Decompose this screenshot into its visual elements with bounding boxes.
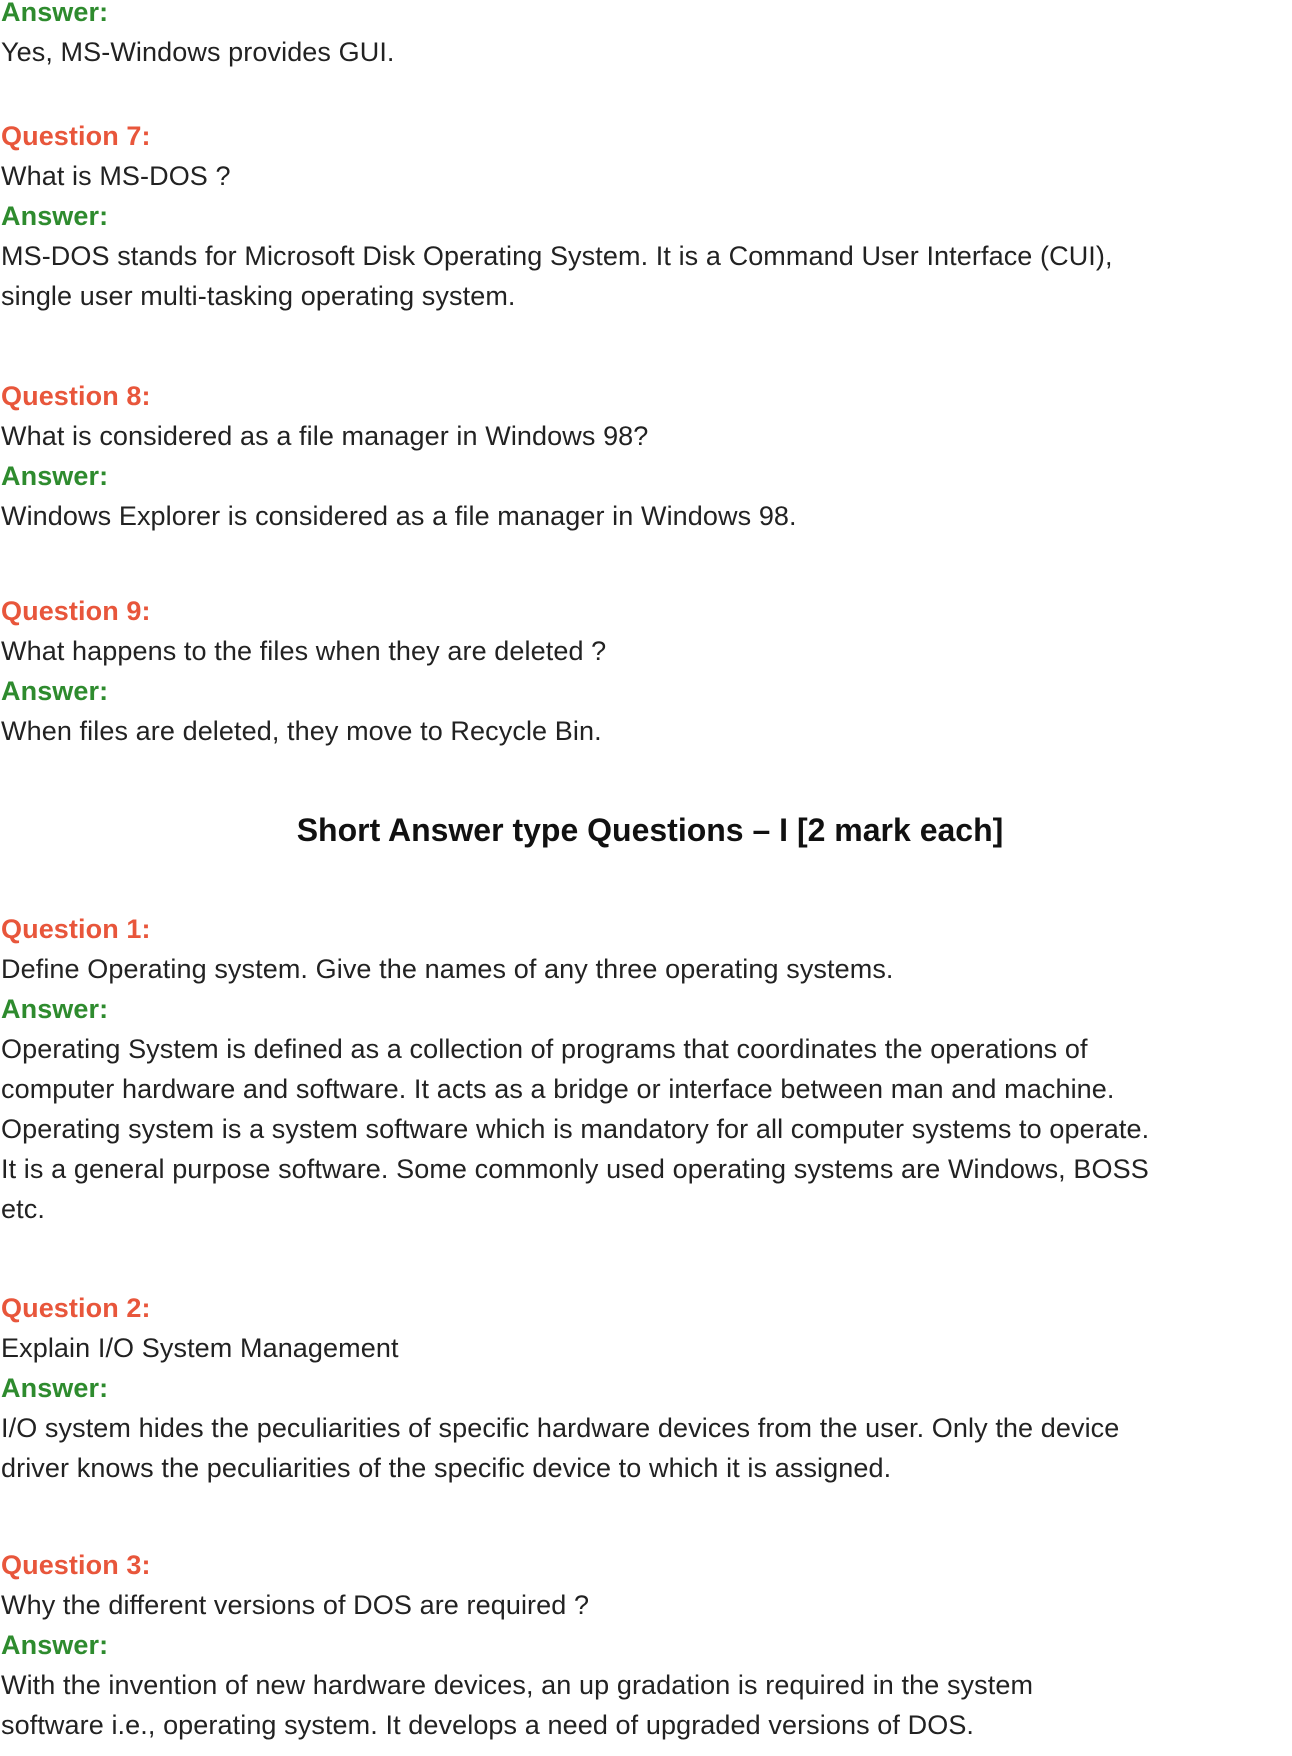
question-label: Question 8: — [1, 381, 151, 411]
question-label: Question 3: — [1, 1550, 151, 1580]
answer-label: Answer: — [1, 201, 109, 231]
answer-label: Answer: — [1, 461, 109, 491]
answer-label: Answer: — [1, 0, 109, 27]
answer-label: Answer: — [1, 676, 109, 706]
answer-text: Yes, MS-Windows provides GUI. — [1, 37, 395, 67]
question-label: Question 7: — [1, 121, 151, 151]
answer-text: It is a general purpose software. Some commonly used operating systems are Windows, BOSS — [1, 1154, 1149, 1184]
question-label: Question 2: — [1, 1293, 151, 1323]
answer-text: With the invention of new hardware devices, an up gradation is required in the system — [1, 1670, 1034, 1700]
question-text: Why the different versions of DOS are required ? — [1, 1590, 590, 1620]
answer-text: Windows Explorer is considered as a file manager in Windows 98. — [1, 501, 797, 531]
answer-text: When files are deleted, they move to Recycle Bin. — [1, 716, 602, 746]
answer-text: I/O system hides the peculiarities of specific hardware devices from the user. Only the device — [1, 1413, 1120, 1443]
answer-text: etc. — [1, 1194, 45, 1224]
answer-text: Operating System is defined as a collection of programs that coordinates the operations of — [1, 1034, 1088, 1064]
answer-text: single user multi-tasking operating system. — [1, 281, 516, 311]
question-text: What happens to the files when they are deleted ? — [1, 636, 607, 666]
answer-text: Operating system is a system software which is mandatory for all computer systems to operate. — [1, 1114, 1150, 1144]
answer-label: Answer: — [1, 1630, 109, 1660]
question-text: What is MS-DOS ? — [1, 161, 231, 191]
question-label: Question 1: — [1, 914, 151, 944]
answer-text: driver knows the peculiarities of the specific device to which it is assigned. — [1, 1453, 892, 1483]
question-text: What is considered as a file manager in Windows 98? — [1, 421, 649, 451]
answer-label: Answer: — [1, 1373, 109, 1403]
answer-text: MS-DOS stands for Microsoft Disk Operating System. It is a Command User Interface (CUI), — [1, 241, 1113, 271]
section-heading: Short Answer type Questions – I [2 mark each] — [296, 812, 1004, 848]
answer-label: Answer: — [1, 994, 109, 1024]
answer-text: software i.e., operating system. It develops a need of upgraded versions of DOS. — [1, 1710, 975, 1740]
answer-text: computer hardware and software. It acts as a bridge or interface between man and machine. — [1, 1074, 1115, 1104]
question-text: Define Operating system. Give the names of any three operating systems. — [1, 954, 894, 984]
question-label: Question 9: — [1, 596, 151, 626]
question-text: Explain I/O System Management — [1, 1333, 399, 1363]
